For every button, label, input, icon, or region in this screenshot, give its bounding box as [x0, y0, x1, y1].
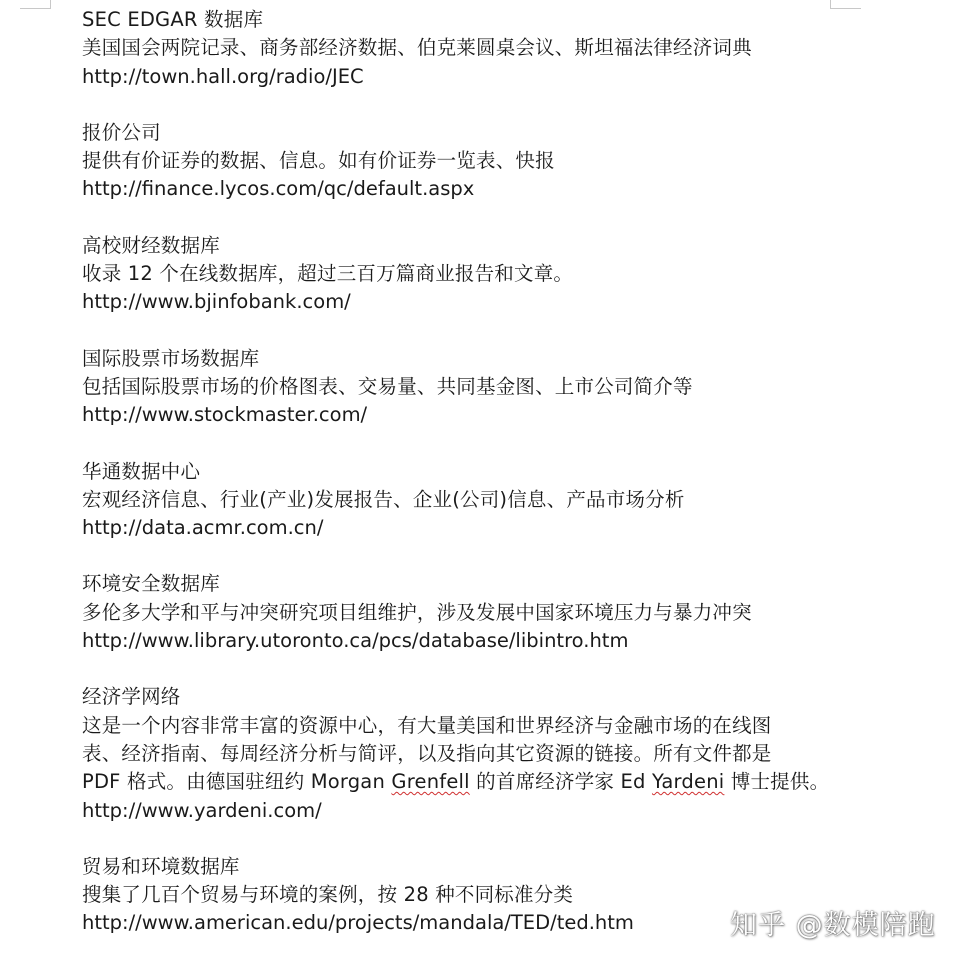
- entry-description: 宏观经济信息、行业(产业)发展报告、企业(公司)信息、产品市场分析: [82, 487, 685, 511]
- entry-url[interactable]: http://data.acmr.com.cn/: [82, 516, 324, 540]
- database-entry: [82, 232, 942, 317]
- entry-description-line: 这是一个内容非常丰富的资源中心，有大量美国和世界经济与金融市场的在线图: [82, 713, 772, 737]
- entry-description-line: 表、经济指南、每周经济分析与简评，以及指向其它资源的链接。所有文件都是: [82, 741, 772, 765]
- entry-url[interactable]: http://www.american.edu/projects/mandala/TED/ted.htm: [82, 911, 634, 935]
- entry-description-line: [82, 768, 942, 796]
- page-corner-mark-left: [20, 0, 51, 9]
- spellcheck-flagged-word: Grenfell: [391, 770, 470, 794]
- entry-title: SEC EDGAR 数据库: [82, 8, 264, 31]
- entry-title: 经济学网络: [82, 685, 181, 709]
- entry-title: 环境安全数据库: [82, 572, 220, 596]
- entry-description: 收录 12 个在线数据库，超过三百万篇商业报告和文章。: [82, 262, 574, 286]
- database-entry: [82, 570, 942, 655]
- entry-url[interactable]: http://www.yardeni.com/: [82, 798, 322, 822]
- database-entry: [82, 683, 942, 824]
- entry-description: 美国国会两院记录、商务部经济数据、伯克莱圆桌会议、斯坦福法律经济词典: [82, 36, 752, 60]
- description-fragment: PDF 格式。由德国驻纽约 Morgan: [82, 770, 392, 794]
- database-entry: [82, 458, 942, 543]
- database-entry: [82, 345, 942, 430]
- entry-description: 搜集了几百个贸易与环境的案例，按 28 种不同标准分类: [82, 883, 574, 907]
- entry-url[interactable]: http://www.bjinfobank.com/: [82, 290, 351, 314]
- description-fragment: 的首席经济学家 Ed: [469, 770, 652, 794]
- entry-description: 包括国际股票市场的价格图表、交易量、共同基金图、上市公司简介等: [82, 374, 693, 398]
- entry-url[interactable]: http://town.hall.org/radio/JEC: [82, 64, 364, 88]
- entry-description: 多伦多大学和平与冲突研究项目组维护，涉及发展中国家环境压力与暴力冲突: [82, 600, 752, 624]
- spellcheck-flagged-word: Yardeni: [651, 770, 725, 794]
- entry-url[interactable]: http://www.library.utoronto.ca/pcs/database/libintro.htm: [82, 629, 629, 653]
- entry-title: 报价公司: [82, 120, 161, 144]
- zhihu-watermark: 知乎 @数模陪跑: [730, 910, 936, 941]
- entry-url[interactable]: http://finance.lycos.com/qc/default.aspx: [82, 177, 475, 201]
- entry-url[interactable]: http://www.stockmaster.com/: [82, 403, 368, 427]
- entry-title: 贸易和环境数据库: [82, 854, 240, 878]
- entry-description: 提供有价证券的数据、信息。如有价证券一览表、快报: [82, 149, 555, 173]
- description-fragment: 博士提供。: [724, 770, 830, 794]
- entry-title: 华通数据中心: [82, 459, 201, 483]
- entry-title: 高校财经数据库: [82, 233, 220, 257]
- entry-title: 国际股票市场数据库: [82, 346, 260, 370]
- document-body: [82, 6, 942, 966]
- database-entry: [82, 119, 942, 204]
- database-entry: [82, 6, 942, 91]
